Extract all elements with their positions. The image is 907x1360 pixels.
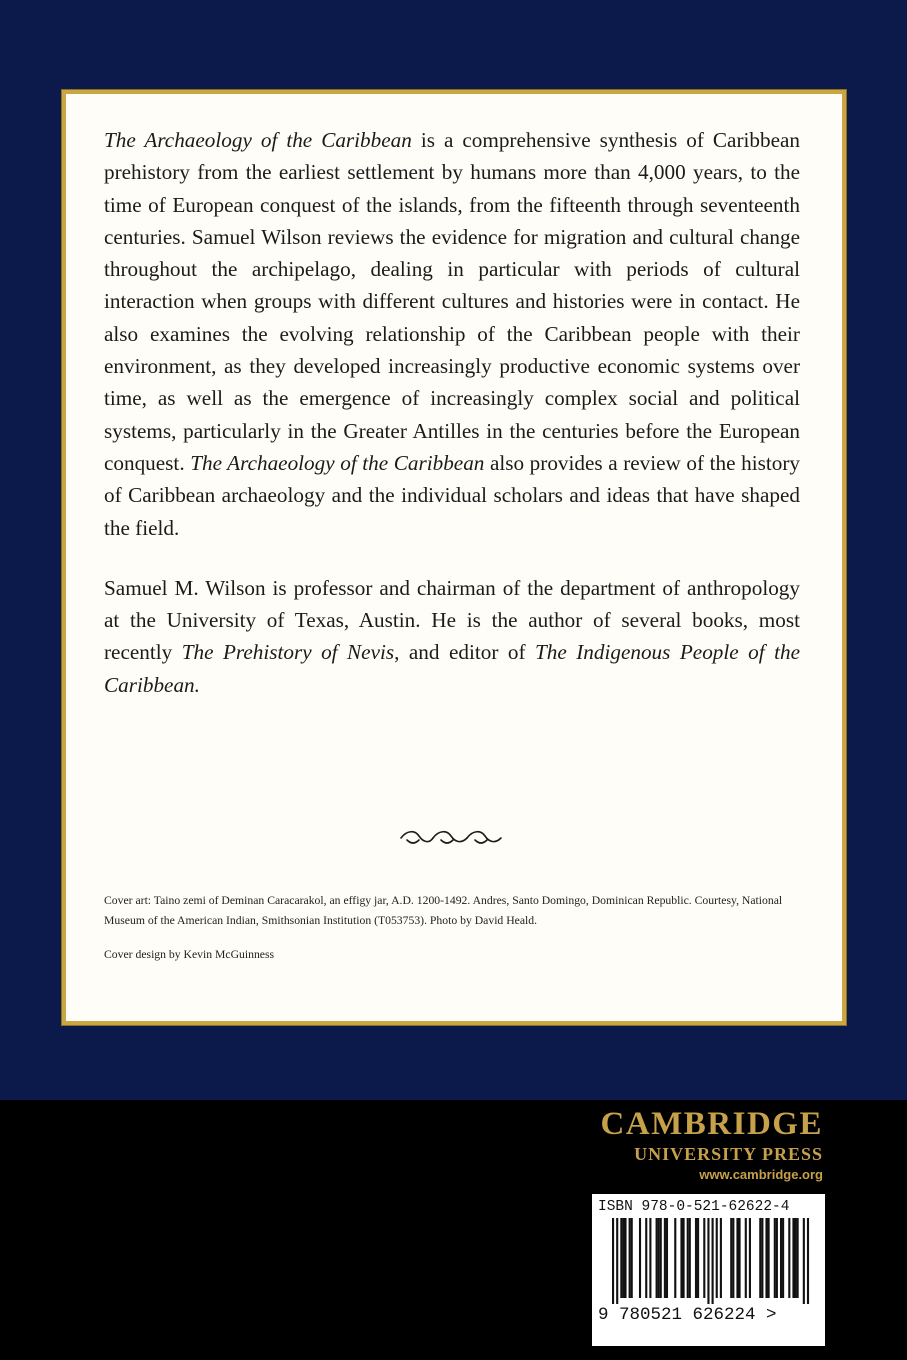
isbn-text: ISBN 978-0-521-62622-4 <box>598 1199 790 1215</box>
blurb-text <box>104 124 800 701</box>
book-title: The Archaeology of the Caribbean <box>190 450 485 475</box>
barcode-bar <box>761 1218 763 1298</box>
barcode-bar <box>612 1218 614 1304</box>
barcode-bar <box>664 1218 666 1298</box>
ornament-divider-icon <box>397 826 507 850</box>
publisher-subtitle: UNIVERSITY PRESS <box>634 1144 823 1164</box>
barcode-bar <box>695 1218 697 1298</box>
barcode-bar <box>624 1218 626 1298</box>
barcode-bar <box>707 1218 709 1304</box>
barcode-bar <box>687 1218 689 1298</box>
barcode-bar <box>745 1218 747 1298</box>
barcode-bar <box>776 1218 778 1298</box>
barcode-digits: 9 780521 626224 > <box>598 1305 777 1325</box>
cover-credits <box>104 891 824 965</box>
barcode-bar <box>716 1218 718 1298</box>
barcode-bar <box>765 1218 767 1298</box>
book-title: The Archaeology of the Caribbean <box>104 128 412 152</box>
barcode-bar <box>620 1218 622 1298</box>
barcode-bar <box>658 1218 660 1298</box>
barcode-bar <box>749 1218 751 1298</box>
barcode-bar <box>660 1218 662 1298</box>
barcode-bar <box>680 1218 682 1298</box>
barcode-bar <box>703 1218 705 1298</box>
author-bio-paragraph: Samuel M. Wilson is professor and chairman of the department of anthropology at the University of Texas, Austin. He is the author of several books, most recently The Prehistory of Nevis, and editor of The Indigenous People of the Caribbean. <box>104 575 800 697</box>
publisher-logo <box>600 1104 823 1186</box>
barcode-bar <box>732 1218 734 1298</box>
barcode-bar <box>794 1218 796 1298</box>
barcode-bar <box>797 1218 799 1298</box>
barcode-bar <box>616 1218 618 1304</box>
barcode-bar <box>712 1218 714 1304</box>
barcode-bar <box>782 1218 784 1298</box>
barcode-bar <box>656 1218 658 1298</box>
cover-design-credit: Cover design by Kevin McGuinness <box>104 948 275 961</box>
publisher-url: www.cambridge.org <box>699 1167 823 1182</box>
barcode-bar <box>689 1218 691 1298</box>
synopsis-paragraph: The Archaeology of the Caribbean is a comprehensive synthesis of Caribbean prehistory from the earliest settlement by humans more than 4,000 years, to the time of European conquest of the islands, from the fifteenth through seventeenth centuries. Samuel Wilson reviews the evidence for migration and cultural change throughout the archipelago, dealing in particular with periods of cultural interaction when groups with different cultures and histories were in contact. He also examines the evolving relationship of the Caribbean people with their environment, as they developed increasingly productive economic systems over time, as well as the emergence of increasingly complex social and political systems, particularly in the Greater Antilles in the centuries before the European conquest. The Archaeology of the Caribbean also provides a review of the history of Caribbean archaeology and the individual scholars and ideas that have shaped the field. <box>104 128 800 540</box>
cover-art-credit: Cover art: Taino zemi of Deminan Caracarakol, an effigy jar, A.D. 1200-1492. Andres, Santo Domingo, Dominican Republic. Courtesy, National Museum of the American Indian, Smithsonian Institution (T053753). Photo by David Heald. <box>104 894 783 927</box>
barcode-bar <box>622 1218 624 1298</box>
barcode-bar <box>768 1218 770 1298</box>
barcode-bar <box>639 1218 641 1298</box>
barcode-bar <box>629 1218 631 1298</box>
barcode-bar <box>780 1218 782 1298</box>
barcode-bar <box>759 1218 761 1298</box>
book-title: The Indigenous People of the Caribbean. <box>104 640 800 697</box>
barcode-icon <box>598 1218 819 1304</box>
barcode-bar <box>736 1218 738 1298</box>
barcode-label <box>592 1194 825 1346</box>
barcode-bar <box>720 1218 722 1298</box>
barcode-bar <box>683 1218 685 1298</box>
barcode-bar <box>666 1218 668 1298</box>
barcode-bar <box>803 1218 805 1304</box>
barcode-bar <box>774 1218 776 1298</box>
barcode-bar <box>631 1218 633 1298</box>
barcode-bar <box>792 1218 794 1298</box>
publisher-name: CAMBRIDGE <box>600 1106 823 1142</box>
barcode-bar <box>788 1218 790 1298</box>
barcode-bar <box>649 1218 651 1298</box>
barcode-bar <box>730 1218 732 1298</box>
barcode-bar <box>697 1218 699 1298</box>
barcode-bar <box>674 1218 676 1298</box>
barcode-bar <box>645 1218 647 1298</box>
book-title: The Prehistory of Nevis <box>181 640 395 665</box>
barcode-bar <box>807 1218 809 1304</box>
barcode-bar <box>738 1218 740 1298</box>
